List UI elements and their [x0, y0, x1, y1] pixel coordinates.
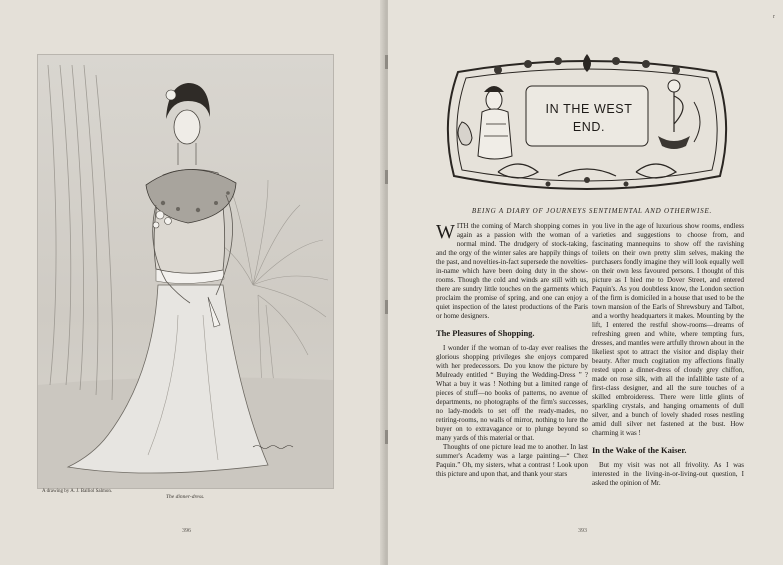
paragraph-text: ITH the coming of March shopping comes in again as a passion with the woman of a normal mind. The drudgery of stock-taking, and the orgy of the winter sales are happily things of the past, and novelties-in-fact supersede the novelties-in-name which have been doing duty in the show-rooms. Though the cold and winds are still with us, there are sundry little touches on the garments which proclaim the promise of spring, and one can enjoy a quiet inspection of the latest productions of the Paris or home designers.	[436, 222, 588, 320]
article-title	[528, 100, 650, 136]
paragraph: Thoughts of one picture lead me to another. In last summer's Academy was a large painting—“ Chez Paquin.” Oh, my sisters, what a contrast ! Look upon this picture and upon that, and thank your stars	[436, 443, 588, 478]
text-column-2	[592, 222, 744, 488]
text-column-1	[436, 222, 588, 479]
artist-credit: A drawing by A. J. Balliol Salmon.	[42, 489, 113, 494]
article-title-line-2: END.	[572, 120, 606, 134]
drop-cap: W	[436, 221, 455, 243]
woman-figure-drawing	[38, 55, 333, 488]
corner-mark: r	[773, 14, 775, 20]
right-page	[388, 0, 783, 565]
paragraph: I wonder if the woman of to-day ever realises the glorious shopping privileges she enjoys compared with her predecessors. Do you know the picture by Mulready entitled “ Buying the Wedding-Dress ” ? What a buy it was ! Nothing but a limited range of pieces of stuff—no books of patterns, no avenue of departments, no photographs of the firm's successes, no lady-models to set off the ready-mades, no retiring-rooms, no walls of mirror, nothing to lure the buyer on to extravagance or to plunge beyond so many yards of this material or that.	[436, 344, 588, 442]
right-page-number: 393	[578, 528, 587, 534]
dinner-dress-illustration	[37, 54, 334, 489]
paragraph: you live in the age of luxurious show rooms, endless varieties and suggestions to choose from, and fascinating mannequins to show off the ravishing toilets on their own pretty slim selves, making the purchasers fondly imagine they will look equally well on their own less favoured persons. I thought of this picture as I hied me to Dover Street, and entered Paquin's. As you doubtless know, the London section of the firm is domiciled in a house that used to be the town mansion of the Earls of Shrewsbury and Talbot, and a worthy headquarters it makes. Mounting by the lift, I entered the restful show-rooms—dreams of refreshing green and white, where tempting furs, dresses, and mantles were artfully thrown about in the likeliest spot to attract the visitor and display their beauty. After much cogitation my affections finally rested upon a dinner-dress of cloudy grey chiffon, made on rose silk, with all the infallible taste of a first-class designer, and all the sure touches of a skilled embroideress. There were little glints of sparkling crystals, and hanging ornaments of dull silver, and a bunch of lovely shaded roses nestling amid dull silver net fastened at the bust. How charming it was !	[592, 222, 744, 437]
illustration-caption: The dinner-dress.	[166, 494, 205, 500]
article-subtitle: BEING A DIARY OF JOURNEYS SENTIMENTAL AND OTHERWISE.	[471, 207, 713, 215]
left-page-number: 396	[182, 528, 191, 534]
article-title-line-1: IN THE WEST	[545, 102, 633, 116]
paragraph: But my visit was not all frivolity. As I was interested in the living-in-or-living-out question, I asked the opinion of Mr.	[592, 461, 744, 487]
section-heading: The Pleasures of Shopping.	[436, 328, 535, 338]
left-page	[0, 0, 386, 565]
section-heading: In the Wake of the Kaiser.	[592, 445, 687, 455]
paragraph	[436, 222, 588, 321]
